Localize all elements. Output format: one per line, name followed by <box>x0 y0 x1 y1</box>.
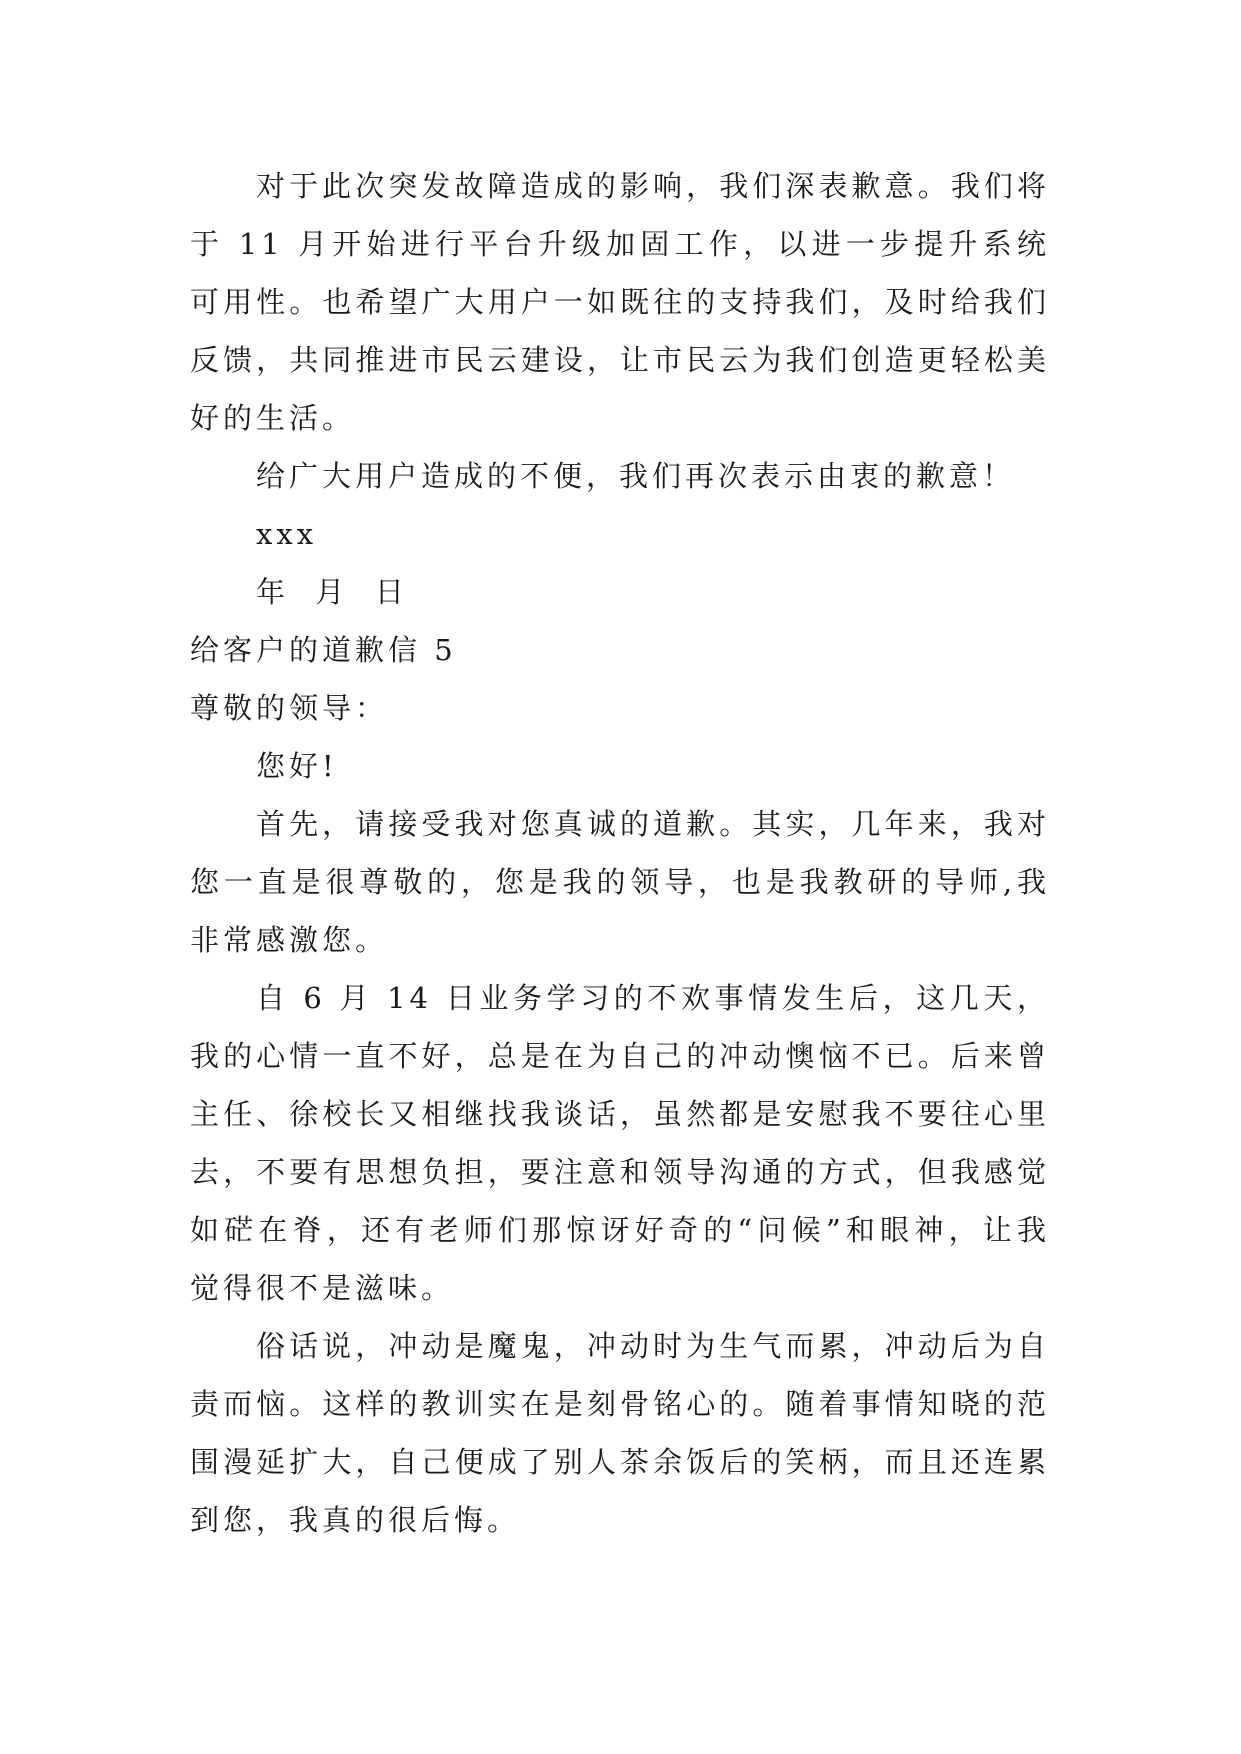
paragraph-apology-repeat: 给广大用户造成的不便，我们再次表示由衷的歉意！ <box>256 459 1016 493</box>
letter-heading: 给客户的道歉信 5 <box>190 633 457 667</box>
document-body <box>190 157 1050 1549</box>
paragraph-regret: 俗话说，冲动是魔鬼，冲动时为生气而累，冲动后为自责而恼。这样的教训实在是刻骨铭心的。随着事情知晓的范围漫延扩大，自己便成了别人茶余饭后的笑柄，而且还连累到您，我真的很后悔。 <box>190 1329 1050 1537</box>
paragraph-incident: 自 6 月 14 日业务学习的不欢事情发生后，这几天，我的心情一直不好，总是在为自己的冲动懊恼不已。后来曾主任、徐校长又相继找我谈话，虽然都是安慰我不要往心里去，不要有思想负担，要注意和领导沟通的方式，但我感觉如硭在脊，还有老师们那惊讶好奇的“问候”和眼神，让我觉得很不是滋味。 <box>190 981 1050 1305</box>
paragraph-sincere-apology: 首先，请接受我对您真诚的道歉。其实，几年来，我对您一直是很尊敬的，您是我的领导，也是我教研的导师,我非常感激您。 <box>190 807 1050 957</box>
paragraph-outage-apology: 对于此次突发故障造成的影响，我们深表歉意。我们将于 11 月开始进行平台升级加固工作，以进一步提升系统可用性。也希望广大用户一如既往的支持我们，及时给我们反馈，共同推进市民云建设，让市民云为我们创造更轻松美好的生活。 <box>190 169 1050 435</box>
letter-greeting: 您好! <box>256 749 338 783</box>
signature-name: xxx <box>256 517 318 551</box>
letter-salutation: 尊敬的领导： <box>190 691 389 725</box>
signature-date: 年 月 日 <box>256 575 408 609</box>
